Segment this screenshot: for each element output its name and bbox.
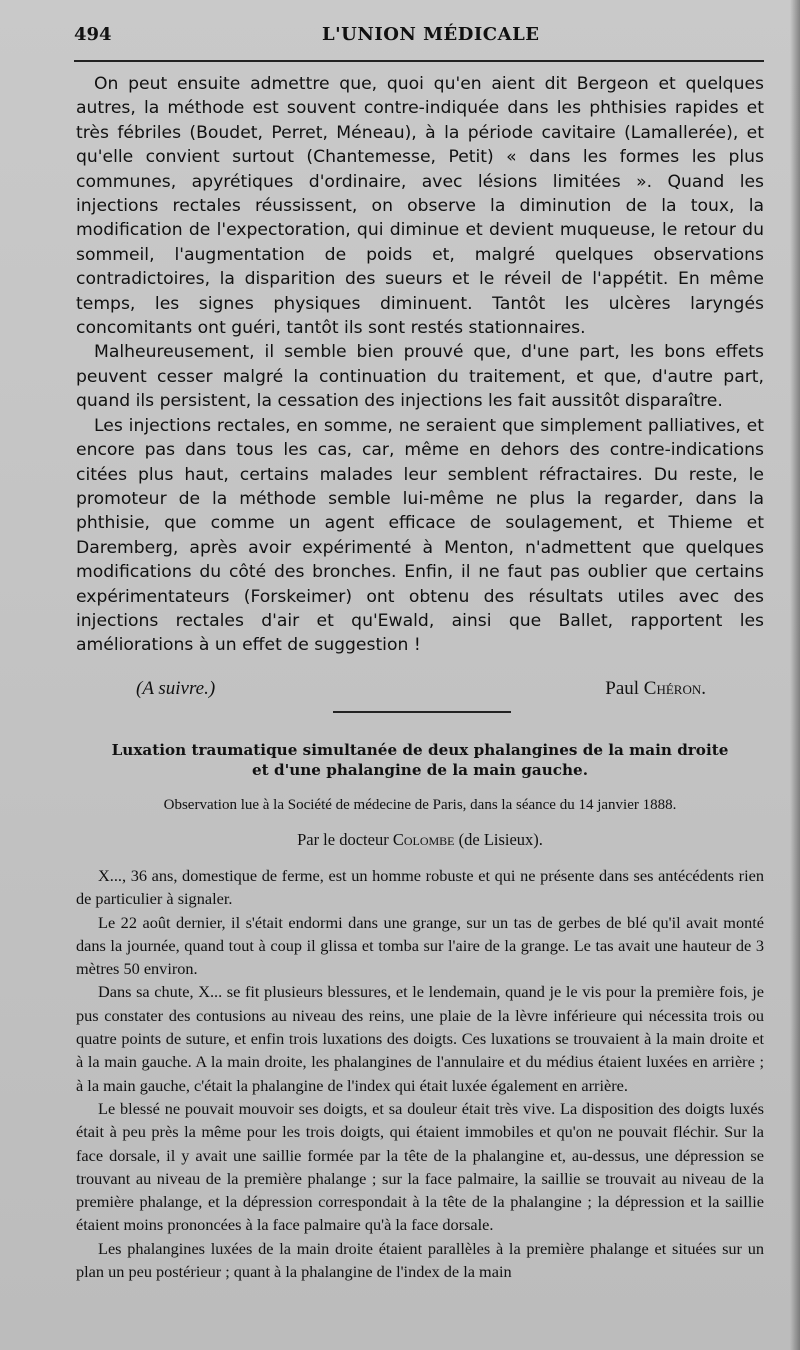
paragraph: Dans sa chute, X... se fit plusieurs blessures, et le lendemain, quand je le vis pour la première fois, je pus constater des contusions au niveau des reins, une plaie de la lèvre inférieure qui nécessita trois ou quatre points de suture, et enfin trois luxations des doigts. Ces luxations se trouvaient à la main droite et à la main gauche. A la main droite, les phalangines de l'annulaire et du médius étaient luxées en arrière ; à la main gauche, c'était la phalangine de l'index qui était luxée également en arrière. — [76, 982, 764, 1095]
page-number: 494 — [74, 24, 112, 45]
paragraph: Les injections rectales, en somme, ne seraient que simplement palliatives, et encore pas dans tous les cas, car, même en dehors des contre-indications citées plus haut, certains malades leur semblent réfractaires. Du reste, le promoteur de la méthode semble lui-même ne plus la regarder, dans la phthisie, que comme un agent efficace de soulagement, et Thieme et Daremberg, après avoir expérimenté à Menton, n'admettent que quelques modifications du côté des bronches. Enfin, il ne faut pas oublier que certains expérimentateurs (Forskeimer) ont obtenu des résultats utiles avec des injections rectales d'air et qu'Ewald, ainsi que Ballet, rapportent les améliorations à un effet de suggestion ! — [76, 415, 764, 656]
journal-title: L'UNION MÉDICALE — [322, 24, 540, 45]
paragraph: X..., 36 ans, domestique de ferme, est un homme robuste et qui ne présente dans ses antécédents rien de particulier à signaler. — [76, 866, 764, 909]
running-header — [74, 24, 764, 50]
first-article-body — [76, 72, 764, 658]
paragraph: Le 22 août dernier, il s'était endormi dans une grange, sur un tas de gerbes de blé qu'il avait monté dans la journée, quand tout à coup il glissa et tomba sur l'aire de la grange. Le tas avait une hauteur de 3 mètres 50 environ. — [76, 912, 764, 979]
observation-note: Observation lue à la Société de médecine de Paris, dans la séance du 14 janvier 1888. — [163, 797, 677, 813]
author-signature — [605, 677, 706, 701]
author-last-name: Chéron. — [643, 678, 706, 699]
header-rule — [74, 60, 764, 62]
article-title — [76, 740, 764, 780]
article-title-line: Luxation traumatique simultanée de deux phalangines de la main droite — [111, 741, 729, 759]
byline-author: Colombe — [392, 830, 455, 849]
article-title-line: et d'une phalangine de la main gauche. — [251, 761, 589, 779]
byline-suffix: (de Lisieux). — [458, 830, 543, 849]
paragraph: Le blessé ne pouvait mouvoir ses doigts, et sa douleur était très vive. La disposition des doigts luxés était à peu près la même pour les trois doigts, qui étaient immobiles et qu'on ne pouvait fléchir. Sur la face dorsale, il y avait une saillie formée par la tête de la phalangine et, au-dessus, une dépression se trouvant au niveau de la première phalange ; sur la face palmaire, la saillie se trouvait au niveau de la première phalange, et la dépression correspondait à la tête de la phalangine ; la dépression et la saillie étaient moins prononcées à la face palmaire qu'à la face dorsale. — [76, 1098, 764, 1235]
second-article-body — [76, 864, 764, 1283]
paragraph: On peut ensuite admettre que, quoi qu'en aient dit Bergeon et quelques autres, la méthode est souvent contre-indiquée dans les phthisies rapides et très fébriles (Boudet, Perret, Méneau), à la période cavitaire (Lamallerée), et qu'elle convient surtout (Chantemesse, Petit) « dans les formes les plus communes, apyrétiques d'ordinaire, avec lésions limitées ». Quand les injections rectales réussissent, on observe la diminution de la toux, la modification de l'expectoration, qui diminue et devient muqueuse, le retour du sommeil, l'augmentation de poids et, malgré quelques observations contradictoires, la disparition des sueurs et le réveil de l'appétit. En même temps, les signes physiques diminuent. Tantôt les ulcères laryngés concomitants ont guéri, tantôt ils sont restés stationnaires. — [76, 74, 764, 339]
author-first-name: Paul — [605, 678, 640, 699]
byline — [76, 829, 764, 851]
to-be-continued-note: (A suivre.) — [136, 678, 216, 699]
section-divider — [333, 711, 511, 713]
page-spine-shadow — [790, 0, 800, 1350]
paragraph: Les phalangines luxées de la main droite étaient parallèles à la première phalange et situées sur un plan un peu postérieur ; quant à la phalangine de l'index de la main — [76, 1238, 764, 1282]
paragraph: Malheureusement, il semble bien prouvé que, d'une part, les bons effets peuvent cesser malgré la continuation du traitement, et que, d'autre part, quand ils persistent, la cessation des injections les fait aussitôt disparaître. — [76, 342, 764, 412]
byline-prefix: Par le docteur — [297, 830, 389, 849]
article-signature — [76, 677, 764, 703]
